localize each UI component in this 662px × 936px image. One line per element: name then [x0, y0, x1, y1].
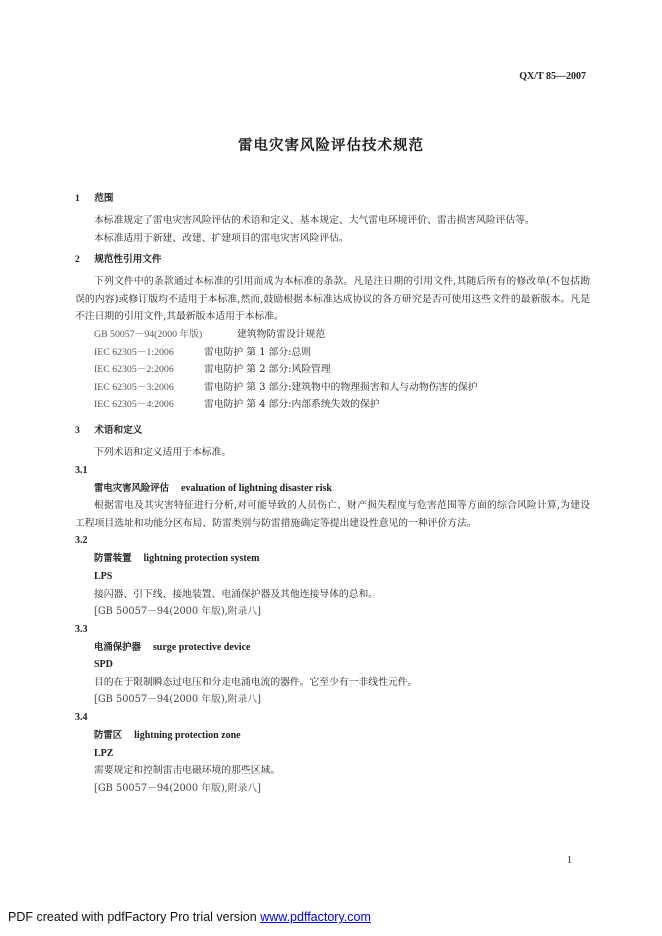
section-title: 范围 — [94, 193, 114, 204]
term-english: evaluation of lightning disaster risk — [181, 482, 332, 494]
term-definition: 需要规定和控制雷击电磁环境的那些区域。 — [94, 765, 281, 777]
term-definition: 接闪器、引下线、接地装置、电涌保护器及其他连接导体的总和。 — [94, 588, 379, 600]
section-title: 术语和定义 — [94, 424, 143, 436]
term-source: [GB 50057－94(2000 年版),附录八] — [94, 606, 262, 618]
section-number: 3 — [75, 424, 80, 436]
term-entry — [75, 727, 590, 745]
section-heading-scope — [75, 190, 590, 208]
term-abbreviation: LPS — [94, 570, 113, 582]
term-entry — [75, 550, 590, 568]
term-definition: 根据雷电及其灾害特征进行分析,对可能导致的人员伤亡、财产损失程度与危害范围等方面的综合风险计算,为建设工程项目选址和功能分区布局、防雷类别与防雷措施确定等提出建设性意见的一种评价方法。 — [75, 500, 590, 529]
term-chinese: 防雷区 — [94, 730, 123, 742]
reference-title: 雷电防护 第 2 部分:风险管理 — [204, 364, 331, 376]
reference-code: GB 50057－94(2000 年版) — [94, 328, 203, 340]
pdf-footer — [8, 910, 371, 924]
term-abbreviation: LPZ — [94, 747, 114, 759]
term-chinese: 电涌保护器 — [94, 641, 141, 653]
reference-item — [75, 379, 590, 397]
clause-number: 3.2 — [75, 535, 88, 547]
reference-title: 雷电防护 第 4 部分:内部系统失效的保护 — [204, 399, 380, 411]
scope-paragraph: 本标准规定了雷电灾害风险评估的术语和定义、基本规定、大气雷电环境评价、雷击损害风险评估等。 — [94, 215, 535, 226]
reference-code: IEC 62305－1:2006 — [94, 346, 174, 358]
reference-code: IEC 62305－3:2006 — [94, 381, 174, 393]
clause-number: 3.3 — [75, 623, 88, 635]
references-intro: 下列文件中的条款通过本标准的引用而成为本标准的条款。凡是注日期的引用文件,其随后所有的修改单(不包括勘误的内容)或修订版均不适用于本标准,然而,鼓励根据本标准达成协议的各方研究是否可使用这些文件的最新版本。凡是不注日期的引用文件,其最新版本适用于本标准。 — [75, 276, 590, 323]
reference-title: 雷电防护 第 1 部分:总则 — [204, 346, 312, 358]
reference-item — [75, 361, 590, 379]
page-number: 1 — [567, 855, 572, 866]
reference-item — [75, 326, 590, 344]
standard-number: QX/T 85—2007 — [519, 71, 586, 82]
reference-title: 建筑物防雷设计规范 — [237, 328, 326, 340]
document-title: 雷电灾害风险评估技术规范 — [238, 138, 424, 154]
section-number: 1 — [75, 193, 80, 204]
reference-code: IEC 62305－4:2006 — [94, 399, 174, 411]
term-abbreviation: SPD — [94, 659, 113, 671]
term-source: [GB 50057－94(2000 年版),附录八] — [94, 694, 262, 706]
clause-number: 3.1 — [75, 464, 88, 476]
document-body — [75, 190, 590, 797]
reference-item — [75, 396, 590, 414]
term-english: lightning protection zone — [134, 730, 241, 742]
term-chinese: 雷电灾害风险评估 — [94, 482, 170, 494]
scope-paragraph: 本标准适用于新建、改建、扩建项目的雷电灾害风险评估。 — [94, 232, 349, 244]
reference-code: IEC 62305－2:2006 — [94, 364, 174, 376]
reference-item — [75, 344, 590, 362]
section-title: 规范性引用文件 — [94, 254, 162, 266]
section-heading-terms — [75, 422, 590, 440]
clause-number: 3.4 — [75, 712, 88, 724]
terms-intro: 下列术语和定义适用于本标准。 — [94, 446, 232, 458]
pdffactory-link[interactable]: www.pdffactory.com — [260, 910, 371, 924]
term-english: surge protective device — [152, 641, 251, 653]
term-entry — [75, 480, 590, 498]
term-english: lightning protection system — [143, 553, 260, 565]
reference-title: 雷电防护 第 3 部分:建筑物中的物理损害和人与动物伤害的保护 — [204, 381, 478, 393]
section-number: 2 — [75, 254, 80, 266]
term-chinese: 防雷装置 — [94, 553, 132, 565]
section-heading-references — [75, 251, 590, 269]
term-definition: 目的在于限制瞬态过电压和分走电涌电流的器件。它至少有一非线性元件。 — [94, 676, 418, 688]
term-source: [GB 50057－94(2000 年版),附录八] — [94, 782, 262, 794]
footer-text: PDF created with pdfFactory Pro trial version — [8, 910, 261, 924]
term-entry — [75, 639, 590, 657]
